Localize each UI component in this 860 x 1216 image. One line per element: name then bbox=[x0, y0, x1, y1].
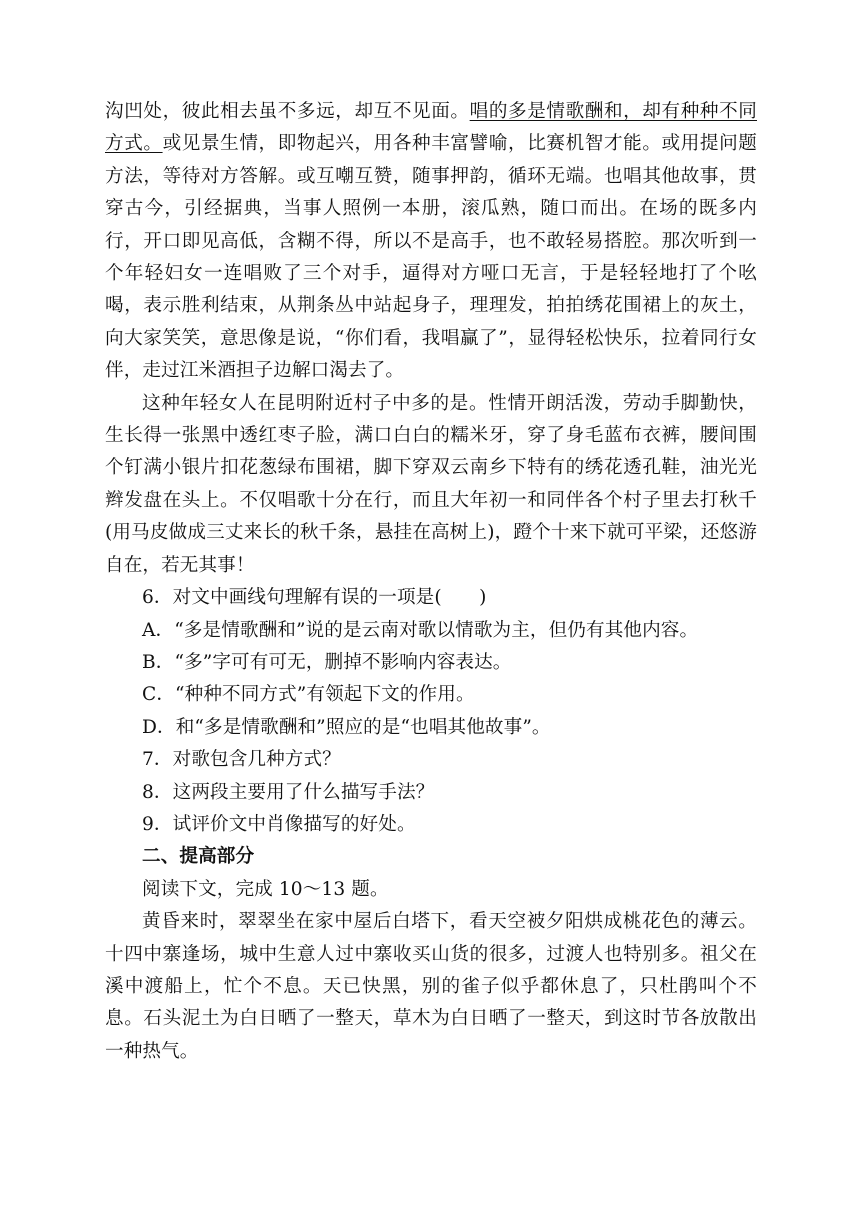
question-6-option-b: B．“多”字可有可无，删掉不影响内容表达。 bbox=[142, 651, 512, 673]
question-8: 8．这两段主要用了什么描写手法？ bbox=[142, 781, 435, 803]
passage-paragraph-1 bbox=[105, 96, 757, 388]
section-heading: 二、提高部分 bbox=[142, 846, 255, 868]
question-6-option-d: D．和“多是情歌酬和”照应的是“也唱其他故事”。 bbox=[142, 716, 551, 738]
question-7: 7．对歌包含几种方式？ bbox=[142, 749, 341, 771]
passage-paragraph-3: 黄昏来时，翠翠坐在家中屋后白塔下，看天空被夕阳烘成桃花色的薄云。十四中寨逢场，城中生意人过中寨收买山货的很多，过渡人也特别多。祖父在溪中渡船上，忙个不息。天已快黑，别的雀子似乎都休息了，只杜鹃叫个不息。石头泥土为白日晒了一整天，草木为白日晒了一整天，到这时节各放散出一种热气。 bbox=[105, 911, 757, 1062]
passage-paragraph-2: 这种年轻女人在昆明附近村子中多的是。性情开朗活泼，劳动手脚勤快，生长得一张黑中透红枣子脸，满口白白的糯米牙，穿了身毛蓝布衣裤，腰间围个钉满小银片扣花葱绿布围裙，脚下穿双云南乡下特有的绣花透孔鞋，油光光辫发盘在头上。不仅唱歌十分在行，而且大年初一和同伴各个村子里去打秋千(用马皮做成三丈来长的秋千条，悬挂在高树上)，蹬个十来下就可平梁，还悠游自在，若无其事！ bbox=[105, 392, 757, 576]
question-9: 9．试评价文中肖像描写的好处。 bbox=[142, 813, 416, 835]
section-instruction: 阅读下文，完成 10～13 题。 bbox=[142, 878, 389, 900]
para1-lead: 沟凹处，彼此相去虽不多远，却互不见面。 bbox=[105, 101, 470, 122]
question-6: 6．对文中画线句理解有误的一项是( ) bbox=[142, 587, 487, 609]
document-page bbox=[105, 96, 757, 1068]
para1-rest: 或见景生情，即物起兴，用各种丰富譬喻，比赛机智才能。或用提问题方法，等待对方答解。或互嘲互赞，随事押韵，循环无端。也唱其他故事，贯穿古今，引经据典，当事人照例一本册，滚瓜熟，随口而出。在场的既多内行，开口即见高低，含糊不得，所以不是高手，也不敢轻易搭腔。那次听到一个年轻妇女一连唱败了三个对手，逼得对方哑口无言，于是轻轻地打了个吆喝，表示胜利结束，从荆条丛中站起身子，理理发，拍拍绣花围裙上的灰土，向大家笑笑，意思像是说，“你们看，我唱赢了”，显得轻松快乐，拉着同行女伴，走过江米酒担子边解口渴去了。 bbox=[105, 133, 757, 382]
question-6-option-c: C．“种种不同方式”有领起下文的作用。 bbox=[142, 684, 475, 706]
underlined-sentence: 唱的多是情歌酬和，却有种种不同方式。 bbox=[105, 101, 757, 155]
question-6-option-a: A．“多是情歌酬和”说的是云南对歌以情歌为主，但仍有其他内容。 bbox=[142, 619, 699, 641]
